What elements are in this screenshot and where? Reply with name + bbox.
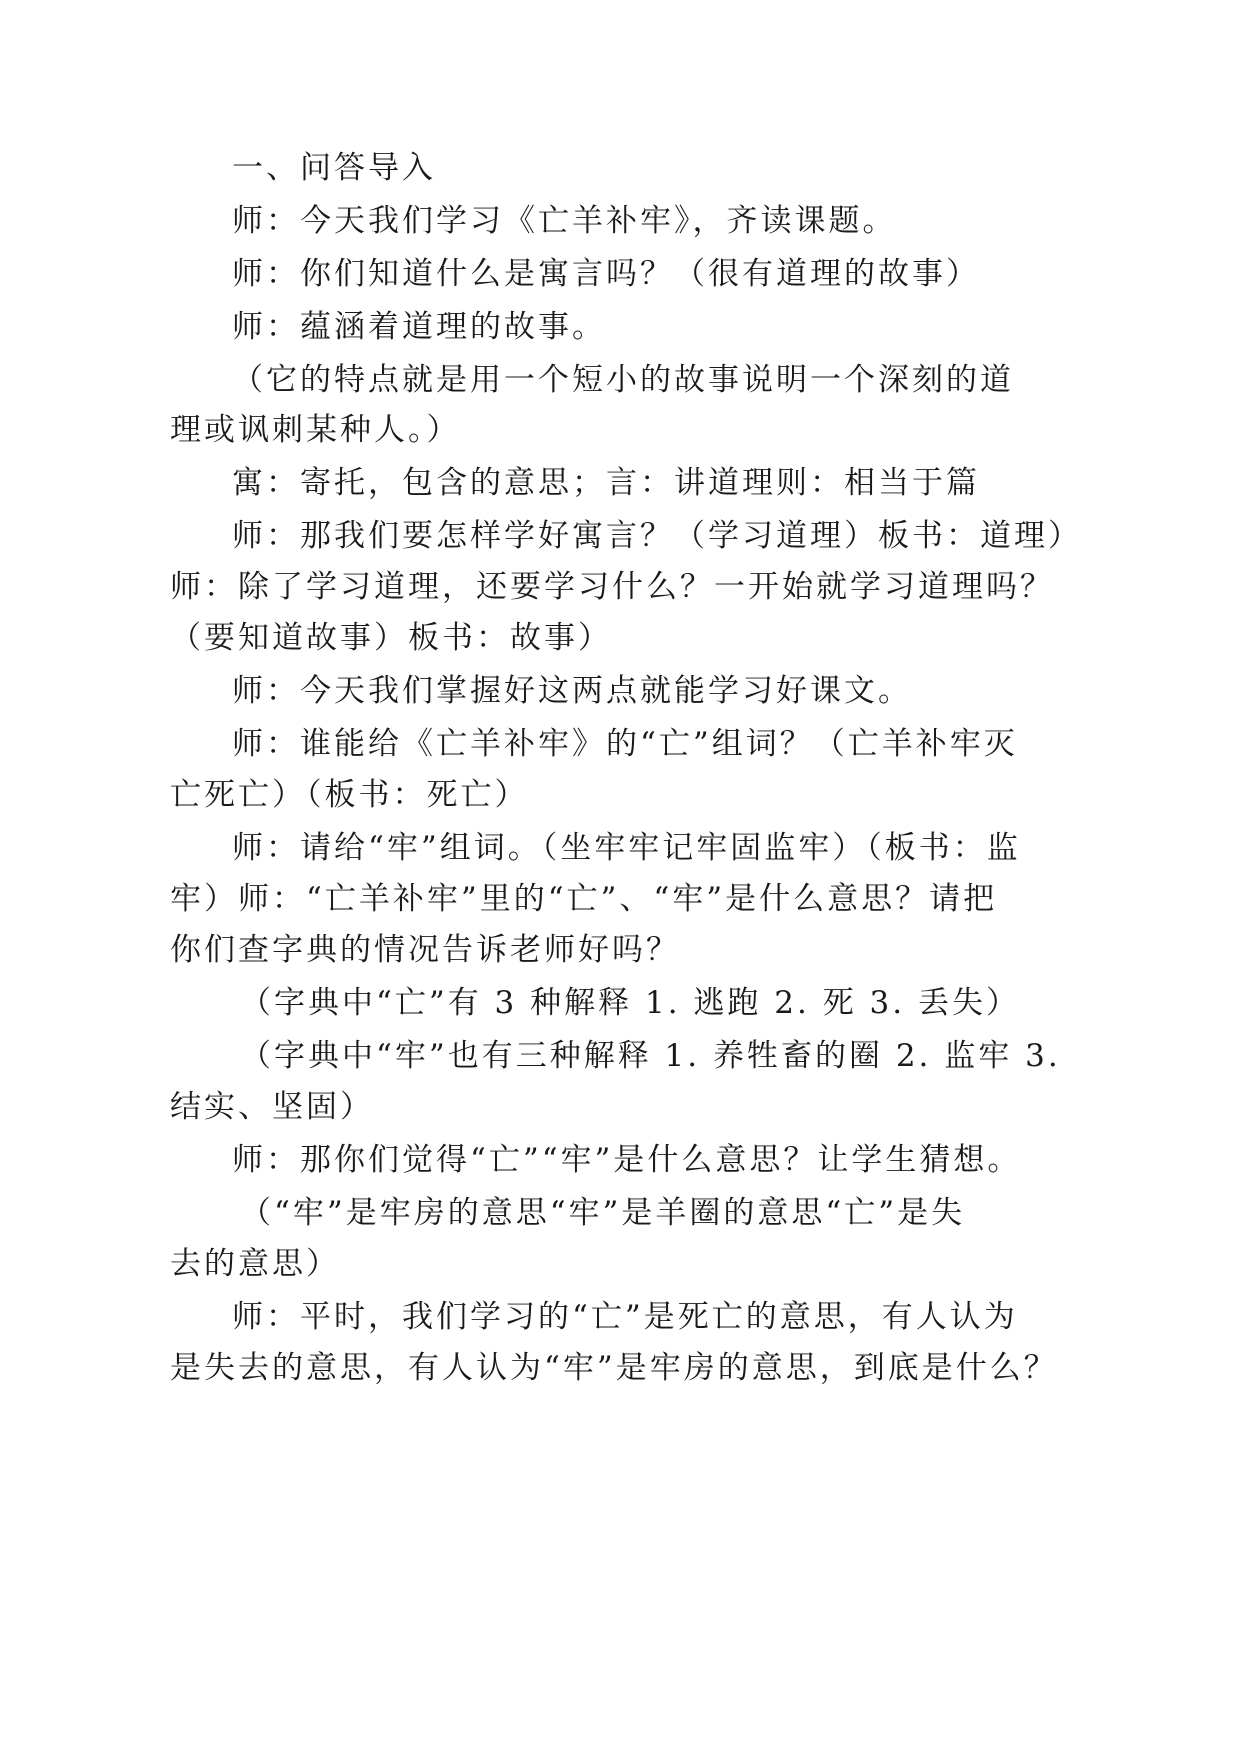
paragraph-line: 去的意思） bbox=[170, 1246, 340, 1282]
paragraph-line: （字典中“亡”有 3 种解释 1. 逃跑 2. 死 3. 丢失） bbox=[240, 985, 1020, 1021]
paragraph-line: 寓：寄托，包含的意思；言：讲道理则：相当于篇 bbox=[232, 465, 980, 501]
paragraph-line: 牢）师：“亡羊补牢”里的“亡”、“牢”是什么意思？请把 bbox=[170, 881, 998, 917]
paragraph-line: 你们查字典的情况告诉老师好吗？ bbox=[170, 932, 680, 968]
paragraph-line: 师：那我们要怎样学好寓言？（学习道理）板书：道理） bbox=[232, 518, 1082, 554]
paragraph-line: 是失去的意思，有人认为“牢”是牢房的意思，到底是什么？ bbox=[170, 1350, 1058, 1386]
paragraph-line: 师：蕴涵着道理的故事。 bbox=[232, 309, 606, 345]
paragraph-line: 亡死亡）（板书：死亡） bbox=[170, 777, 529, 813]
paragraph-line: （它的特点就是用一个短小的故事说明一个深刻的道 bbox=[232, 362, 1014, 398]
heading-question-intro: 一、问答导入 bbox=[232, 150, 436, 186]
paragraph-line: 理或讽刺某种人。） bbox=[170, 412, 461, 448]
paragraph-line: （字典中“牢”也有三种解释 1. 养牲畜的圈 2. 监牢 3. bbox=[240, 1038, 1061, 1074]
paragraph-line: 师：那你们觉得“亡”“牢”是什么意思？让学生猜想。 bbox=[232, 1142, 1022, 1178]
paragraph-line: 师：除了学习道理，还要学习什么？一开始就学习道理吗？ bbox=[170, 569, 1054, 605]
paragraph-line: 师：谁能给《亡羊补牢》的“亡”组词？（亡羊补牢灭 bbox=[232, 726, 1018, 762]
paragraph-line: 结实、坚固） bbox=[170, 1089, 374, 1125]
paragraph-line: 师：今天我们学习《亡羊补牢》，齐读课题。 bbox=[232, 203, 897, 239]
paragraph-line: （“牢”是牢房的意思“牢”是羊圈的意思“亡”是失 bbox=[240, 1195, 966, 1231]
paragraph-line: （要知道故事）板书：故事） bbox=[170, 620, 612, 656]
paragraph-line: 师：平时，我们学习的“亡”是死亡的意思，有人认为 bbox=[232, 1299, 1018, 1335]
paragraph-line: 师：你们知道什么是寓言吗？（很有道理的故事） bbox=[232, 256, 980, 292]
paragraph-line: 师：请给“牢”组词。（坐牢牢记牢固监牢）（板书：监 bbox=[232, 830, 1021, 866]
paragraph-line: 师：今天我们掌握好这两点就能学习好课文。 bbox=[232, 673, 912, 709]
